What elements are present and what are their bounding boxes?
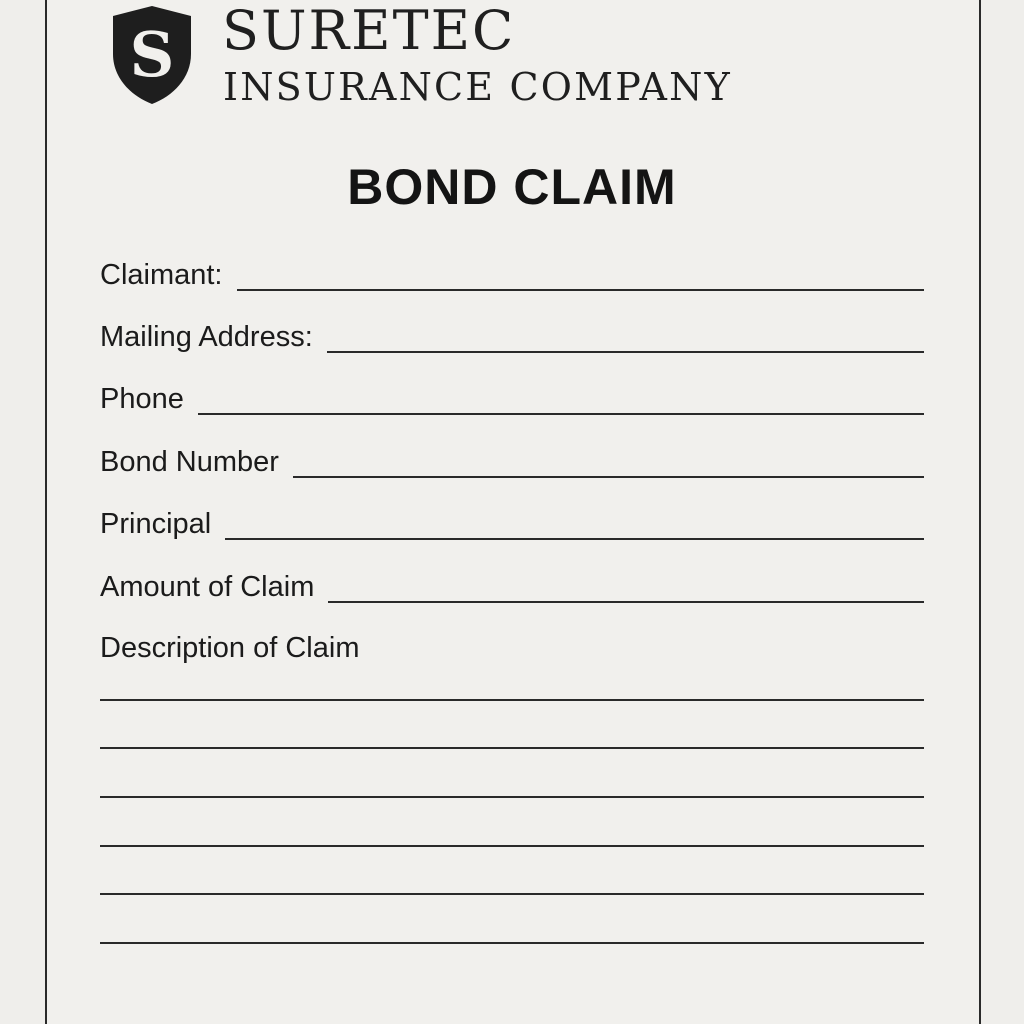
field-label: Claimant: (100, 259, 223, 291)
amount-of-claim-input-line[interactable] (328, 601, 924, 603)
field-label: Principal (100, 508, 212, 540)
form-title: BOND CLAIM (347, 159, 677, 215)
description-line[interactable] (100, 893, 924, 895)
principal-input-line[interactable] (225, 538, 924, 540)
description-line[interactable] (100, 699, 924, 701)
field-label: Amount of Claim (100, 571, 315, 603)
description-line[interactable] (100, 845, 924, 847)
description-line[interactable] (100, 747, 924, 749)
logo-letter: S (129, 18, 175, 91)
phone-field[interactable] (100, 376, 924, 416)
field-label: Phone (100, 383, 184, 415)
description-line[interactable] (100, 796, 924, 798)
field-label: Mailing Address: (100, 321, 313, 353)
mailing-address-field[interactable] (100, 314, 924, 354)
field-label: Bond Number (100, 446, 279, 478)
phone-input-line[interactable] (198, 413, 924, 415)
amount-of-claim-field[interactable] (100, 564, 924, 604)
bond-number-input-line[interactable] (293, 476, 924, 478)
description-line[interactable] (100, 942, 924, 944)
claimant-input-line[interactable] (237, 289, 925, 291)
mailing-address-input-line[interactable] (327, 351, 924, 353)
description-label: Description of Claim (100, 632, 360, 664)
company-subtitle: INSURANCE COMPANY (223, 65, 732, 109)
bond-number-field[interactable] (100, 439, 924, 479)
principal-field[interactable] (100, 501, 924, 541)
shield-icon (109, 4, 195, 106)
company-name: SURETEC (222, 0, 516, 62)
claimant-field[interactable] (100, 252, 924, 292)
